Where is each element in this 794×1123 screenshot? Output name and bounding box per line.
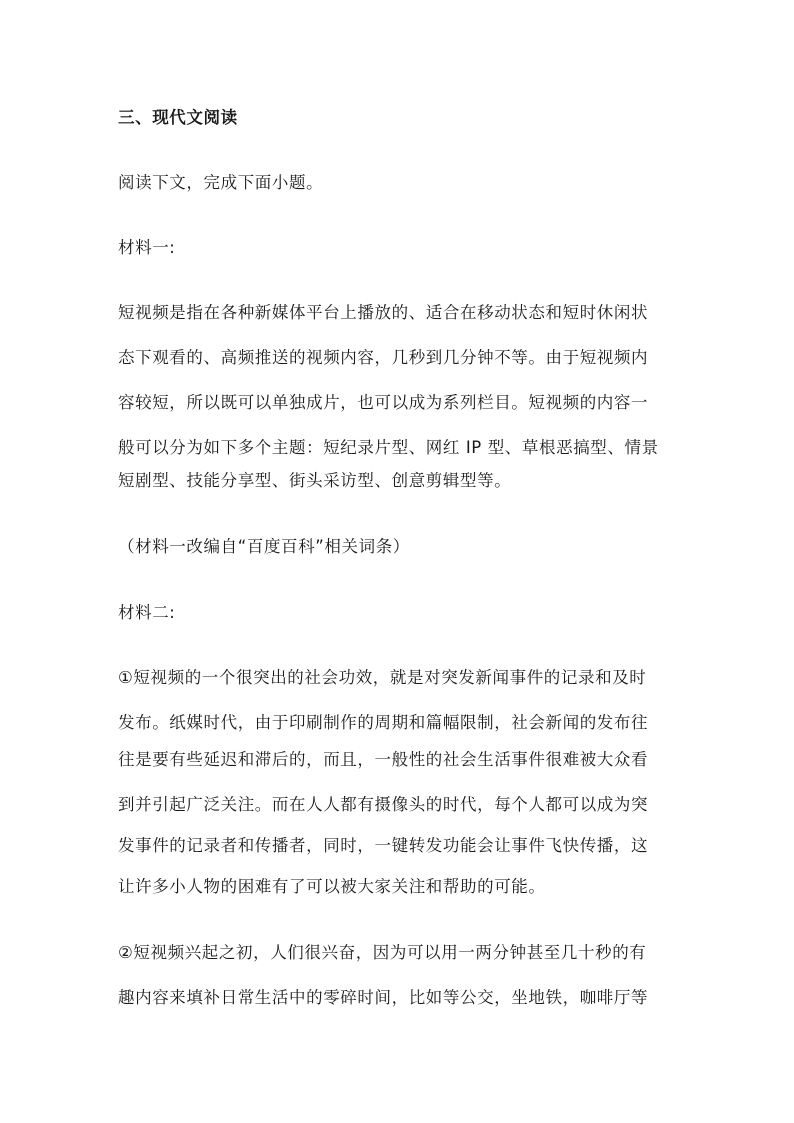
instruction-text: 阅读下文，完成下面小题。: [118, 173, 324, 192]
material1-line: 容较短，所以既可以单独成片，也可以成为系列栏目。短视频的内容一: [118, 393, 649, 412]
material2-line: 发事件的记录者和传播者，同时，一键转发功能会让事件飞快传播，这: [118, 836, 649, 855]
section-heading: 三、现代文阅读: [118, 108, 238, 127]
material1-line: 短剧型、技能分享型、街头采访型、创意剪辑型等。: [118, 471, 512, 490]
material2-line: 往是要有些延迟和滞后的，而且，一般性的社会生活事件很难被大众看: [118, 750, 649, 769]
material1-line: 态下观看的、高频推送的视频内容，几秒到几分钟不等。由于短视频内: [118, 348, 649, 367]
material1-source: （材料一改编自“百度百科”相关词条）: [118, 537, 410, 556]
material2-label: 材料二:: [118, 603, 176, 622]
material2-line: ①短视频的一个很突出的社会功效，就是对突发新闻事件的记录和及时: [118, 668, 647, 687]
material2-line: 让许多小人物的困难有了可以被大家关注和帮助的可能。: [118, 877, 546, 896]
material2-line: 到并引起广泛关注。而在人人都有摄像头的时代，每个人都可以成为突: [118, 795, 649, 814]
material2-line: ②短视频兴起之初，人们很兴奋，因为可以用一两分钟甚至几十秒的有: [118, 943, 647, 962]
material1-label: 材料一:: [118, 238, 176, 257]
material2-line: 趣内容来填补日常生活中的零碎时间，比如等公交，坐地铁，咖啡厅等: [118, 988, 649, 1007]
material2-line: 发布。纸媒时代，由于印刷制作的周期和篇幅限制，社会新闻的发布往: [118, 713, 649, 732]
material1-line: 短视频是指在各种新媒体平台上播放的、适合在移动状态和短时休闲状: [118, 303, 649, 322]
material1-line: 般可以分为如下多个主题：短纪录片型、网红 IP 型、草根恶搞型、情景: [118, 438, 659, 457]
